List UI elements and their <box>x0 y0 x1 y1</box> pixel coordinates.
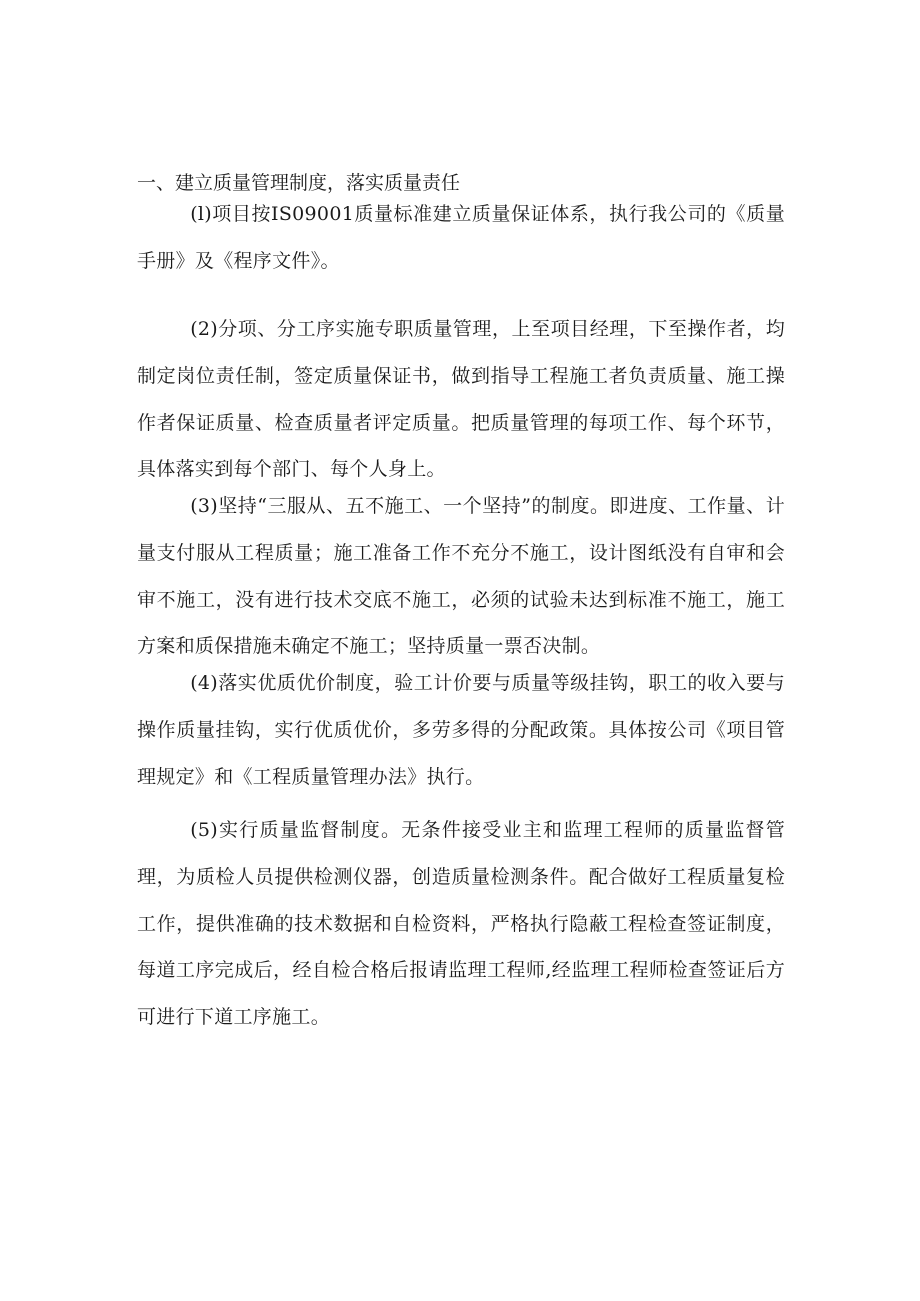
paragraph-5: (5)实行质量监督制度。无条件接受业主和监理工程师的质量监督管理，为质检人员提供检测仪器，创造质量检测条件。配合做好工程质量复检工作，提供准确的技术数据和自检资料，严格执行隐蔽工程检查签证制度，每道工序完成后，经自检合格后报请监理工程师,经监理工程师检查签证后方可进行下道工序施工。 <box>137 819 785 1029</box>
paragraph-1: (l)项目按IS09001质量标准建立质量保证体系，执行我公司的《质量手册》及《程序文件》。 <box>137 203 785 272</box>
section-heading: 一、建立质量管理制度，落实质量责任 <box>137 172 461 194</box>
paragraph-3: (3)坚持“三服从、五不施工、一个坚持”的制度。即进度、工作量、计量支付服从工程质量；施工准备工作不充分不施工，设计图纸没有自审和会审不施工，没有进行技术交底不施工，必须的试验未达到标准不施工，施工方案和质保措施未确定不施工；坚持质量一票否决制。 <box>137 495 785 658</box>
paragraph-4: (4)落实优质优价制度，验工计价要与质量等级挂钩，职工的收入要与操作质量挂钩，实行优质优价，多劳多得的分配政策。具体按公司《项目管理规定》和《工程质量管理办法》执行。 <box>137 672 785 788</box>
paragraph-2: (2)分项、分工序实施专职质量管理，上至项目经理，下至操作者，均制定岗位责任制，签定质量保证书，做到指导工程施工者负责质量、施工操作者保证质量、检查质量者评定质量。把质量管理的每项工作、每个环节，具体落实到每个部门、每个人身上。 <box>137 318 785 481</box>
